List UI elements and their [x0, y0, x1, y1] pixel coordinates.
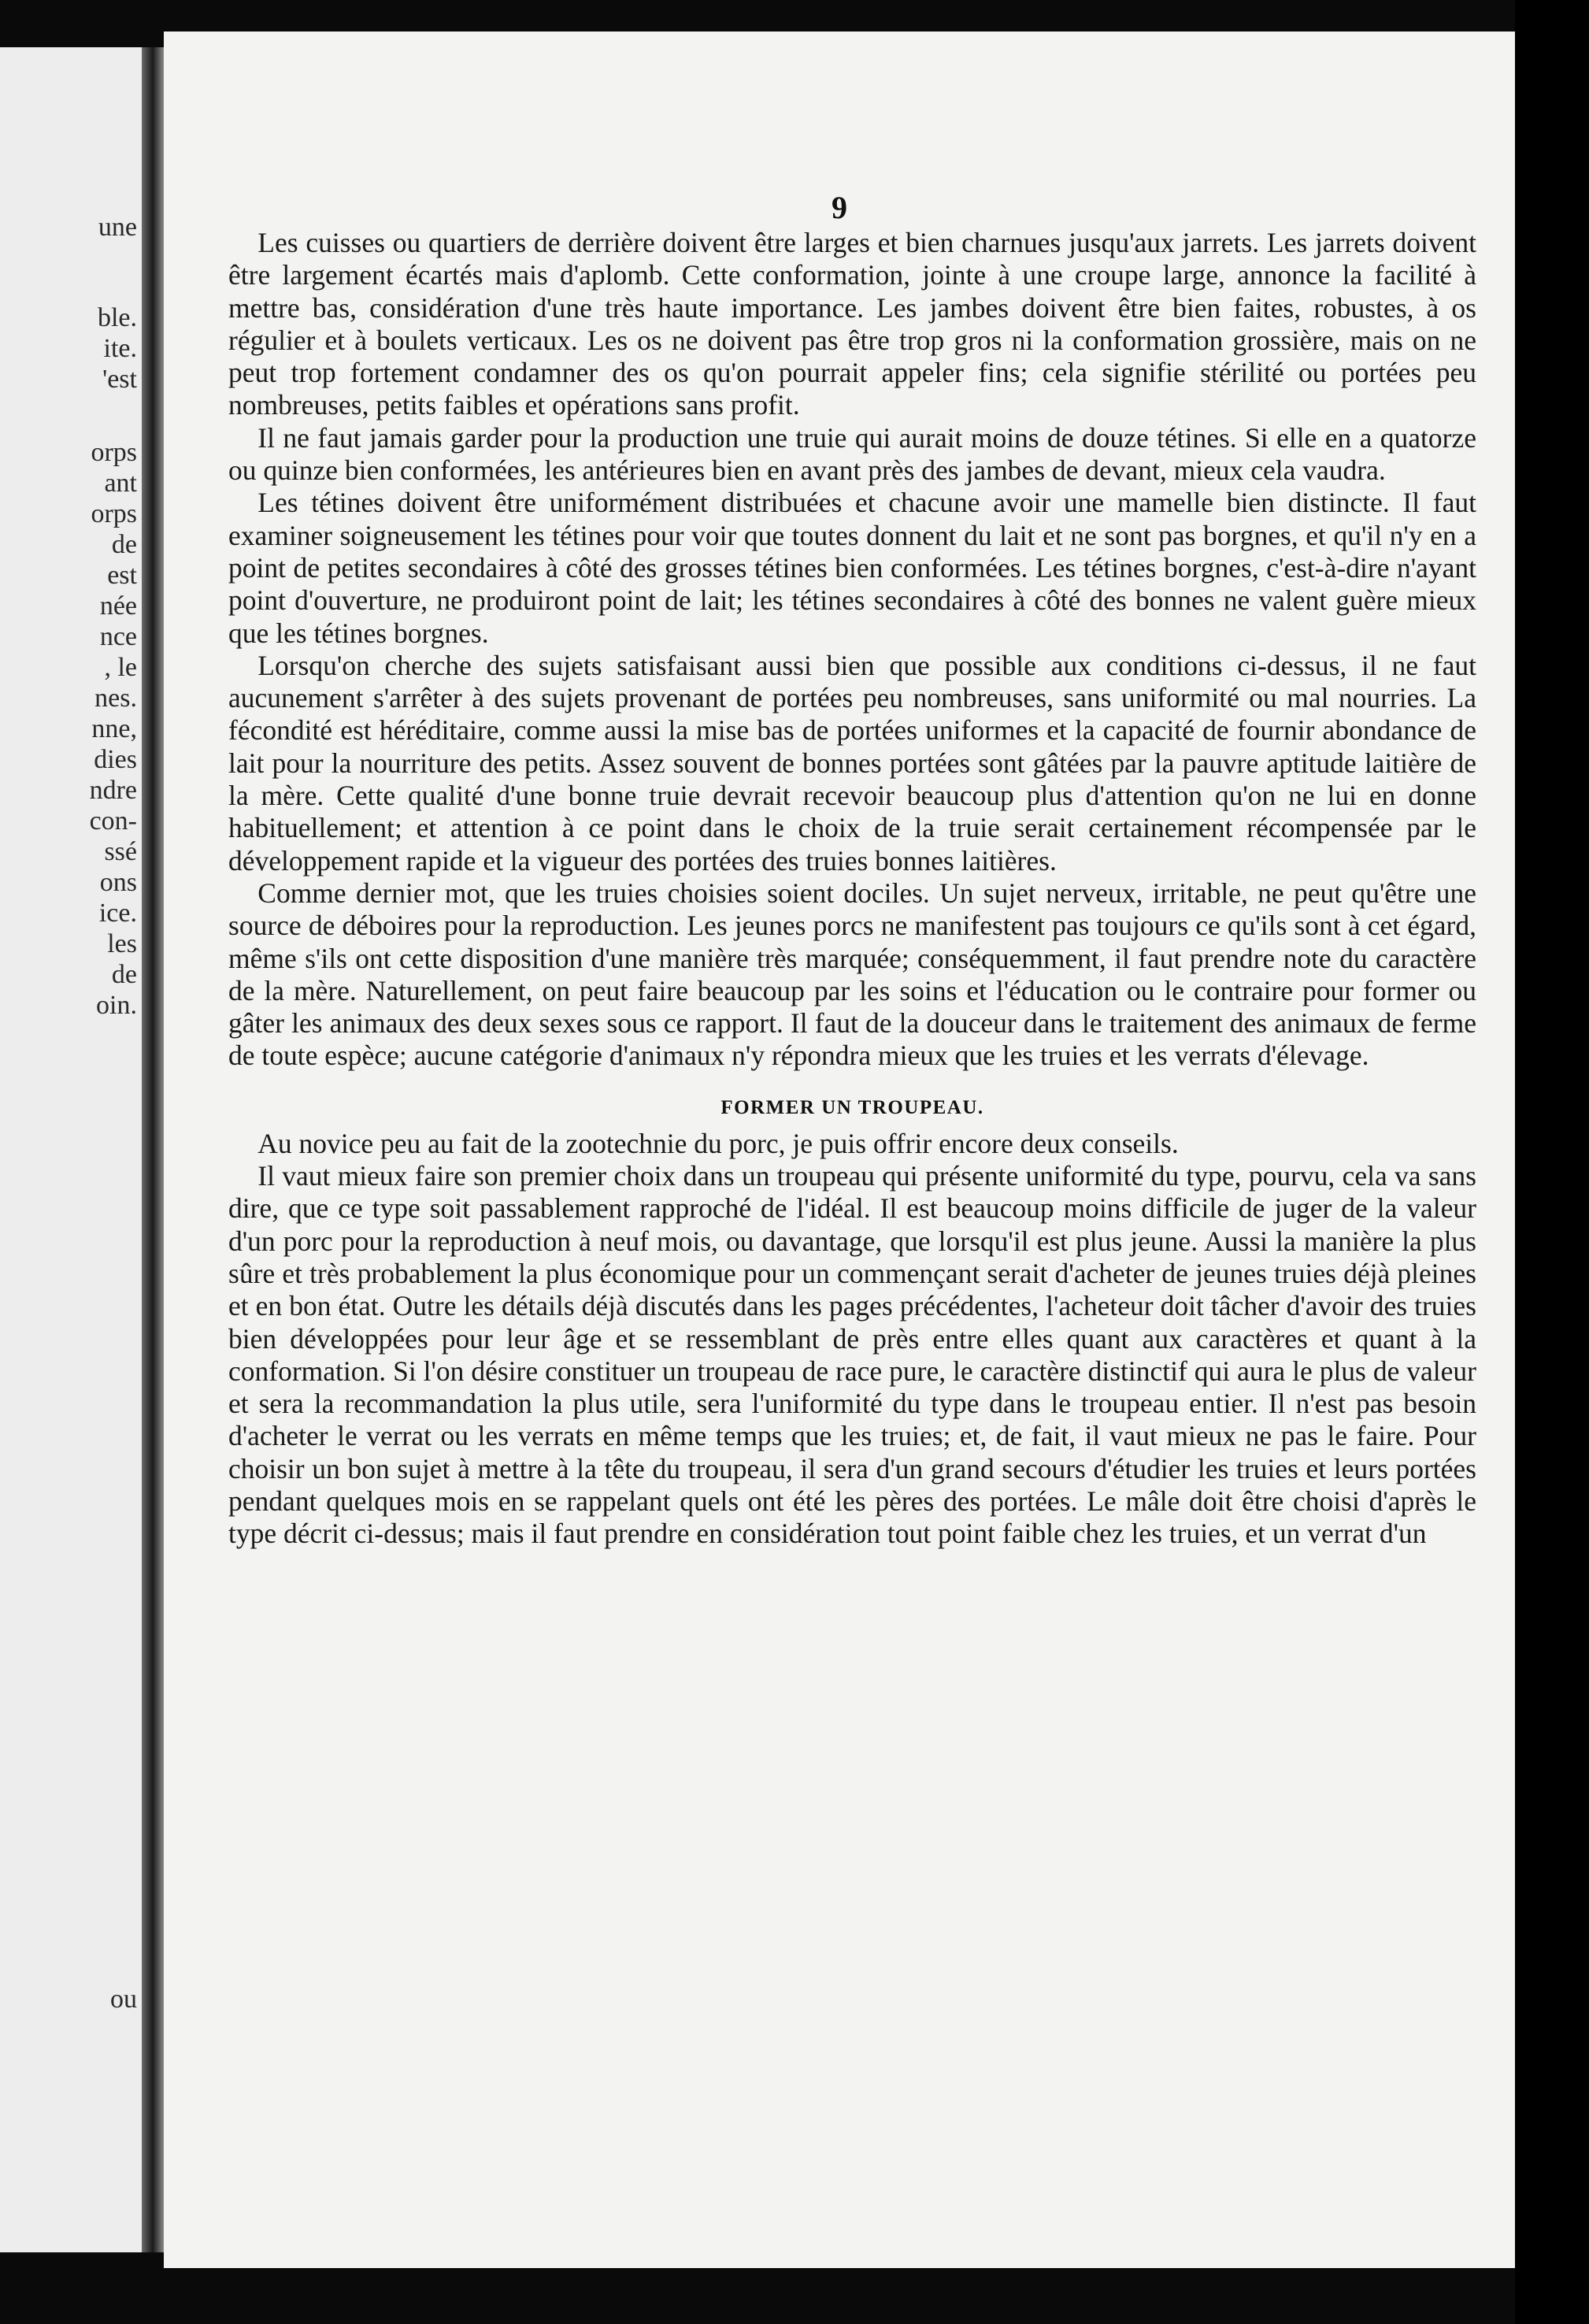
adjacent-page-fragment: nes.: [94, 684, 137, 713]
adjacent-page-fragment: est: [107, 561, 137, 590]
adjacent-page-fragment: orps: [91, 499, 137, 528]
paragraph: Comme dernier mot, que les truies choisies soient dociles. Un sujet nerveux, irritable, ne peut qu'être une source de déboires pour la reproduction. Les jeunes porcs ne manifestent pas toujours ce qu'ils sont à cet égard, même s'ils ont cette disposition d'une manière très marquée; conséquemment, il faut prendre note du caractère de la mère. Naturellement, on peut faire beaucoup par les soins et l'éducation ou le contraire pour former ou gâter les animaux des deux sexes sous ce rapport. Il faut de la douceur dans le traitement des animaux de ferme de toute espèce; aucune catégorie d'animaux n'y répondra mieux que les truies et les verrats d'élevage.: [228, 877, 1476, 1072]
adjacent-page-fragment: ice.: [98, 899, 137, 928]
adjacent-page-fragment: née: [99, 591, 137, 621]
page-body: [228, 227, 1476, 1551]
adjacent-page-fragment: 'est: [102, 365, 137, 394]
adjacent-page-fragment: ou: [110, 1985, 137, 2014]
adjacent-page-fragment: con-: [89, 806, 137, 836]
adjacent-page-fragment: ons: [99, 868, 137, 897]
adjacent-page-fragment: ite.: [103, 334, 137, 363]
adjacent-page-fragment: ssé: [104, 837, 137, 866]
paragraph: Il ne faut jamais garder pour la production une truie qui aurait moins de douze tétines. Si elle en a quatorze ou quinze bien conformées, les antérieures bien en avant près des jambes de devant, mieux cela vaudra.: [228, 421, 1476, 487]
book-page: [164, 32, 1515, 2268]
adjacent-page-strip: [0, 47, 142, 2252]
adjacent-page-fragment: oin.: [96, 991, 137, 1020]
adjacent-page-fragment: orps: [91, 438, 137, 467]
paragraph: Les cuisses ou quartiers de derrière doivent être larges et bien charnues jusqu'aux jarrets. Les jarrets doivent être largement écartés mais d'aplomb. Cette conformation, jointe à une croupe large, annonce la facilité à mettre bas, considération d'une très haute importance. Les jambes doivent être bien faites, robustes, à os régulier et à boulets verticaux. Les os ne doivent pas être trop gros ni la conformation grossière, mais on ne peut trop fortement condamner des os qu'on pourrait appeler fins; cela signifie stérilité ou portées peu nombreuses, petits faibles et opérations sans profit.: [228, 227, 1476, 421]
page-number: 9: [832, 190, 847, 225]
paragraph: Les tétines doivent être uniformément distribuées et chacune avoir une mamelle bien distincte. Il faut examiner soigneusement les tétines pour voir que toutes donnent du lait et ne sont pas borgnes, et qu'il n'y en a point de petites secondaires à côté des grosses tétines bien conformées. Les tétines borgnes, c'est-à-dire n'ayant point d'ouverture, ne produiront point de lait; les tétines secondaires à côté des bonnes ne valent guère mieux que les tétines borgnes.: [228, 487, 1476, 649]
adjacent-page-fragment: ble.: [97, 303, 137, 332]
paragraph: Au novice peu au fait de la zootechnie du porc, je puis offrir encore deux conseils.: [257, 1127, 1179, 1159]
scan-right-border: [1515, 0, 1589, 2324]
paragraph: Lorsqu'on cherche des sujets satisfaisant aussi bien que possible aux conditions ci-dessus, il ne faut aucunement s'arrêter à des sujets provenant de portées peu nombreuses, sans uniformité ou mal nourries. La fécondité est héréditaire, comme aussi la mise bas de portées uniformes et la capacité de fournir abondance de lait pour la nourriture des petits. Assez souvent de bonnes portées sont gâtées par la pauvre aptitude laitière de la mère. Cette qualité d'une bonne truie devrait recevoir beaucoup plus d'attention qu'on ne lui en donne habituellement; et attention à ce point dans le choix de la truie serait certainement récompensée par le développement rapide et la vigueur des portées des truies bonnes laitières.: [228, 649, 1476, 877]
section-heading: FORMER UN TROUPEAU.: [720, 1096, 984, 1118]
adjacent-page-fragment: dies: [94, 745, 137, 774]
adjacent-page-fragment: de: [111, 530, 137, 559]
adjacent-page-fragment: nce: [99, 622, 137, 651]
adjacent-page-fragment: une: [98, 213, 137, 242]
adjacent-page-fragment: de: [111, 960, 137, 989]
adjacent-page-fragment: ant: [104, 469, 137, 498]
adjacent-page-fragment: les: [107, 929, 137, 958]
adjacent-page-fragment: nne,: [91, 714, 137, 743]
adjacent-page-fragment: ndre: [89, 776, 137, 805]
paragraph: Il vaut mieux faire son premier choix dans un troupeau qui présente uniformité du type, pourvu, cela va sans dire, que ce type soit passablement rapproché de l'idéal. Il est beaucoup moins difficile de juger de la valeur d'un porc pour la reproduction à neuf mois, ou davantage, que lorsqu'il est plus jeune. Aussi la manière la plus sûre et très probablement la plus économique pour un commençant serait d'acheter de jeunes truies déjà pleines et en bon état. Outre les détails déjà discutés dans les pages précédentes, l'acheteur doit tâcher d'avoir des truies bien développées pour leur âge et se ressemblant de près entre elles quant aux caractères et quant à la conformation. Si l'on désire constituer un troupeau de race pure, le caractère distinctif qui aura le plus de valeur et sera la recommandation la plus utile, sera l'uniformité du type dans le troupeau entier. Il n'est pas besoin d'acheter le verrat ou les verrats en même temps que les truies; et, de fait, il vaut mieux ne pas le faire. Pour choisir un bon sujet à mettre à la tête du troupeau, il sera d'un grand secours d'étudier les truies et leurs portées pendant quelques mois en se rappelant quels ont été les pères des portées. Le mâle doit être choisi d'après le type décrit ci-dessus; mais il faut prendre en considération tout point faible chez les truies, et un verrat d'un: [228, 1160, 1476, 1550]
adjacent-page-fragment: , le: [104, 653, 137, 682]
book-gutter: [142, 47, 164, 2252]
